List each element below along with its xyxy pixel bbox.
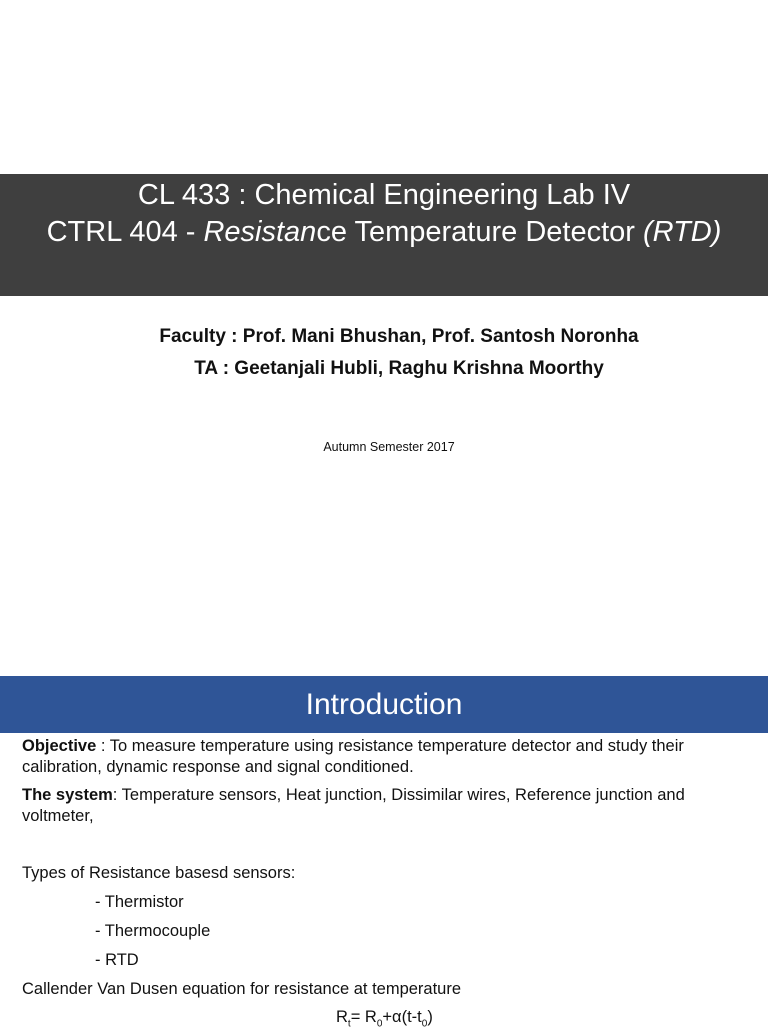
eq-close: ) (427, 1008, 433, 1026)
eq-r: R (336, 1008, 348, 1026)
semester-label: Autumn Semester 2017 (323, 440, 455, 454)
callender-van-dusen-text: Callender Van Dusen equation for resistance at temperature (22, 980, 462, 998)
title-band (0, 174, 768, 296)
eq-alpha-term: +α(t-t (382, 1008, 422, 1026)
experiment-title-italic-part: Resistan (203, 216, 317, 248)
sensor-item-rtd: - RTD (95, 951, 139, 969)
resistance-equation (336, 1007, 433, 1034)
eq-t0-sub: 0 (421, 1018, 428, 1030)
experiment-title (0, 214, 768, 251)
course-title: CL 433 : Chemical Engineering Lab IV (137, 179, 631, 211)
sensor-item-thermocouple: - Thermocouple (95, 922, 211, 940)
eq-r0-sub: 0 (376, 1018, 383, 1030)
sensor-types-heading: Types of Resistance basesd sensors: (22, 864, 296, 882)
eq-r-sub: t (347, 1018, 351, 1030)
eq-equals: = R (350, 1008, 377, 1026)
objective-text: : To measure temperature using resistance temperature detector and study their calibration, dynamic response and signal conditioned. (22, 737, 684, 776)
experiment-code: CTRL 404 - (46, 216, 204, 248)
introduction-heading: Introduction (0, 676, 768, 733)
experiment-title-main: ce Temperature Detector (316, 216, 643, 248)
system-text: : Temperature sensors, Heat junction, Dissimilar wires, Reference junction and voltmeter, (22, 786, 685, 825)
ta-line: TA : Geetanjali Hubli, Raghu Krishna Moorthy (194, 358, 604, 379)
system-label: The system (22, 786, 113, 804)
system-paragraph (22, 785, 752, 827)
experiment-abbrev: (RTD) (643, 216, 722, 248)
sensor-item-thermistor: - Thermistor (95, 893, 184, 911)
faculty-line: Faculty : Prof. Mani Bhushan, Prof. Santosh Noronha (159, 326, 639, 347)
objective-label: Objective (22, 737, 97, 755)
objective-paragraph (22, 736, 752, 778)
introduction-slide (0, 676, 768, 1030)
